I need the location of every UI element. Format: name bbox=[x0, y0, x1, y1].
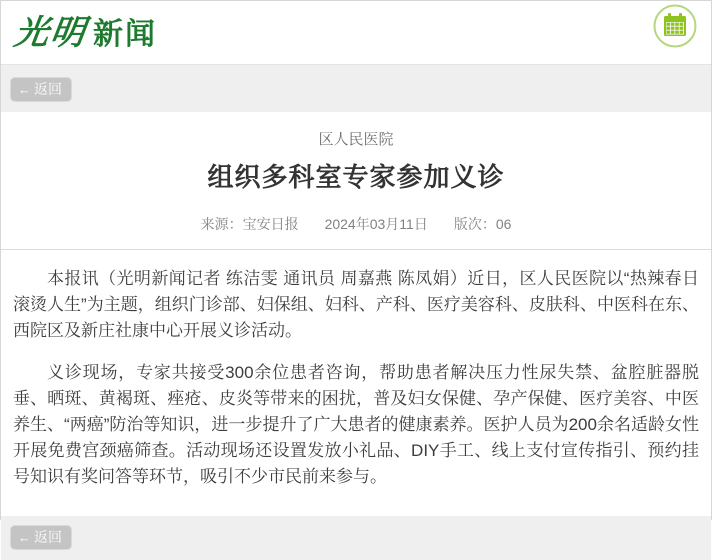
back-button-label: 返回 bbox=[34, 81, 62, 97]
article-title: 组织多科室专家参加义诊 bbox=[207, 162, 505, 192]
top-header bbox=[1, 1, 711, 65]
back-row-top bbox=[1, 65, 711, 112]
article-meta bbox=[1, 214, 711, 234]
back-arrow-icon: ← bbox=[18, 529, 31, 545]
logo-block-text: 新闻 bbox=[93, 18, 157, 51]
article-paragraph: 义诊现场，专家共接受300余位患者咨询，帮助患者解决压力性尿失禁、盆腔脏器脱垂、晒斑、黄褐斑、痤疮、皮炎等带来的困扰，普及妇女保健、孕产保健、医疗美容、中医养生、“两癌”防治等知识，进一步提升了广大患者的健康素养。医护人员为200余名适龄女性开展免费宫颈癌筛查。活动现场还设置发放小礼品、DIY手工、线上支付宣传指引、预约挂号知识有奖问答等环节，吸引不少市民前来参与。 bbox=[13, 363, 699, 486]
meta-edition: 版次：06 bbox=[453, 216, 512, 232]
back-arrow-icon: ← bbox=[18, 81, 31, 97]
calendar-button[interactable] bbox=[653, 4, 697, 48]
article-paragraph: 本报讯（光明新闻记者 练洁雯 通讯员 周嘉燕 陈凤娟）近日，区人民医院以“热辣春日 滚烫人生”为主题，组织门诊部、妇保组、妇科、产科、医疗美容科、皮肤科、中医科在东、西院区及新庄社康中心开展义诊活动。 bbox=[13, 269, 699, 340]
back-button-label: 返回 bbox=[34, 529, 62, 545]
site-logo[interactable] bbox=[11, 5, 157, 54]
content-area bbox=[1, 65, 711, 560]
back-button-top[interactable] bbox=[11, 78, 71, 101]
calendar-icon bbox=[653, 4, 697, 48]
meta-source: 来源：宝安日报 bbox=[200, 216, 299, 232]
article-card bbox=[1, 112, 711, 516]
meta-divider bbox=[1, 249, 711, 250]
article-subtitle: 区人民医院 bbox=[318, 131, 394, 148]
meta-date: 2024年03月11日 bbox=[324, 216, 428, 232]
logo-script-text: 光明 bbox=[11, 15, 90, 52]
article-body bbox=[1, 266, 711, 490]
back-button-bottom[interactable] bbox=[11, 526, 71, 549]
back-row-bottom bbox=[1, 516, 711, 560]
